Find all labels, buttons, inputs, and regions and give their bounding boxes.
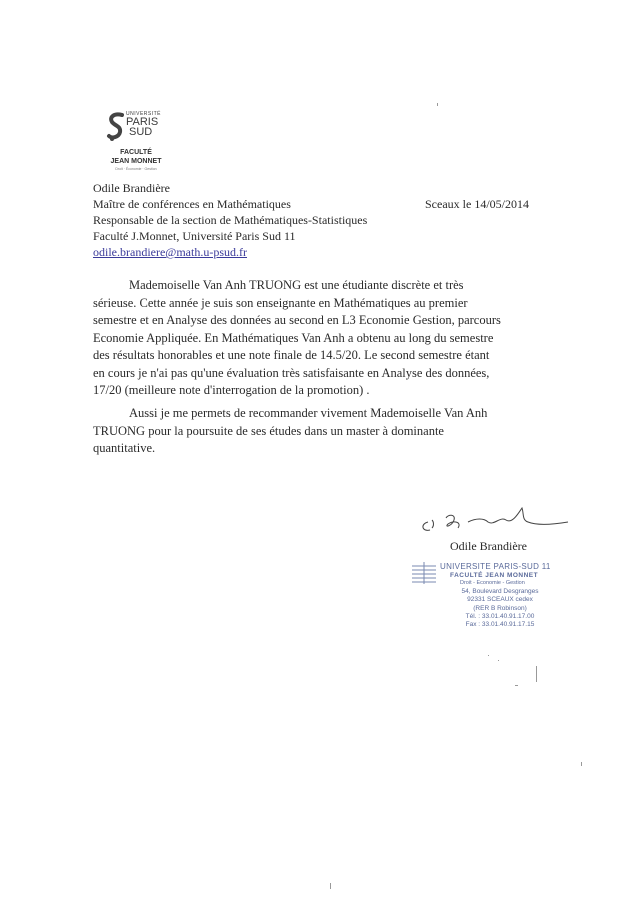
- letter-date: Sceaux le 14/05/2014: [425, 197, 529, 211]
- paragraph-line: des résultats honorables et une note finale de 14.5/20. Le second semestre étant: [93, 348, 490, 362]
- stamp-line: Tél. : 33.01.40.91.17.00: [465, 612, 535, 620]
- stamp-line: Fax : 33.01.40.91.17.15: [465, 621, 535, 629]
- paragraph-line: Mademoiselle Van Anh TRUONG est une étudiante discrète et très: [129, 278, 464, 292]
- paragraph-line: Economie Appliquée. En Mathématiques Van Anh a obtenu au long du semestre: [93, 330, 494, 345]
- logo-tagline: Droit · Économie · Gestion: [115, 167, 157, 171]
- signer-name: Odile Brandière: [450, 539, 527, 553]
- sender-role: Responsable de la section de Mathématiques-Statistiques: [93, 213, 368, 227]
- logo-sud-text: SUD: [129, 126, 153, 138]
- sender-header: [93, 180, 367, 260]
- stamp-line: 54, Boulevard Desgranges: [461, 588, 539, 595]
- stamp-university-name: UNIVERSITE PARIS-SUD 11: [440, 562, 551, 571]
- paragraph-line: quantitative.: [93, 441, 156, 455]
- logo-faculte-text: FACULTÉ: [120, 149, 152, 156]
- paragraph-conclusion: [93, 405, 548, 458]
- paragraph-line: sérieuse. Cette année je suis son enseignante en Mathématiques au premier: [93, 295, 468, 310]
- paragraph-line: 17/20 (meilleure note d'interrogation de la promotion) .: [93, 383, 370, 397]
- paragraph-line: TRUONG pour la poursuite de ses études dans un master à dominante: [93, 423, 444, 438]
- stamp-line: 92331 SCEAUX cedex: [467, 596, 533, 604]
- logo-faculty: [92, 148, 180, 166]
- paragraph-line: Aussi je me permets de recommander vivement Mademoiselle Van Anh: [129, 406, 488, 420]
- sender-title: Maître de conférences en Mathématiques: [93, 197, 291, 211]
- stamp-emblem-icon: [410, 562, 438, 584]
- stamp-line: (RER B Robinson): [473, 604, 527, 612]
- sender-email-link[interactable]: odile.brandiere@math.u-psud.fr: [93, 245, 248, 259]
- sender-faculty: Faculté J.Monnet, Université Paris Sud 11: [93, 229, 296, 243]
- stamp-subtitle: Droit - Economie - Gestion: [460, 580, 525, 586]
- university-s-logo-icon: [106, 112, 126, 142]
- stamp-address: [440, 588, 560, 629]
- paragraph-recommendation: [93, 277, 548, 400]
- paragraph-line: en cours je n'ai pas qu'une évaluation très satisfaisante en Analyse des données,: [93, 365, 490, 380]
- logo-universite-text: UNIVERSITÉ: [126, 111, 162, 117]
- paragraph-line: semestre et en Analyse des données au second en L3 Economie Gestion, parcours: [93, 313, 501, 327]
- sender-name: Odile Brandière: [93, 181, 170, 195]
- logo-jean-monnet-text: JEAN MONNET: [110, 158, 162, 165]
- stamp-faculty-name: FACULTÉ JEAN MONNET: [450, 572, 539, 579]
- logo-paris-text: PARIS: [126, 116, 159, 128]
